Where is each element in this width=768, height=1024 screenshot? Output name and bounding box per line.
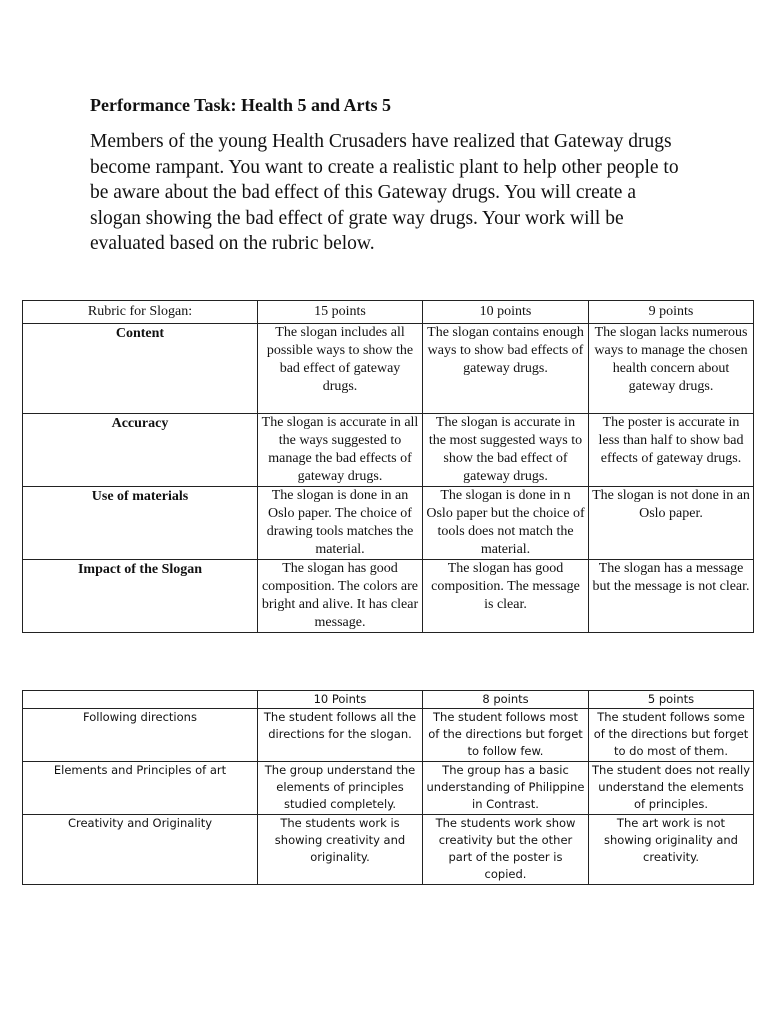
rubric-cell: The poster is accurate in less than half to show bad effects of gateway drugs. xyxy=(589,414,754,487)
rubric-cell: The students work show creativity but the other part of the poster is copied. xyxy=(423,815,589,885)
table-row xyxy=(23,709,754,762)
header-cell-8-points: 8 points xyxy=(423,691,589,709)
header-cell-10-points: 10 Points xyxy=(258,691,423,709)
criterion-cell: Impact of the Slogan xyxy=(23,560,258,633)
rubric-cell: The slogan is accurate in the most suggested ways to show the bad effect of gateway drugs. xyxy=(423,414,589,487)
rubric-cell: The art work is not showing originality and creativity. xyxy=(589,815,754,885)
rubric-cell: The group understand the elements of principles studied completely. xyxy=(258,762,423,815)
rubric-cell: The student follows all the directions for the slogan. xyxy=(258,709,423,762)
rubric-cell: The slogan is accurate in all the ways suggested to manage the bad effects of gateway drugs. xyxy=(258,414,423,487)
criterion-cell: Content xyxy=(23,324,258,414)
criterion-cell: Accuracy xyxy=(23,414,258,487)
criterion-cell: Use of materials xyxy=(23,487,258,560)
rubric-cell: The slogan is not done in an Oslo paper. xyxy=(589,487,754,560)
table-row xyxy=(23,762,754,815)
table-row xyxy=(23,487,754,560)
task-intro-paragraph: Members of the young Health Crusaders have realized that Gateway drugs become rampant. You want to create a realistic plant to help other people to be aware about the bad effect of this Gateway drugs. You will create a slogan showing the bad effect of grate way drugs. Your work will be evaluated based on the rubric below. xyxy=(90,131,679,255)
criterion-cell: Following directions xyxy=(23,709,258,762)
rubric-cell: The student follows some of the directions but forget to do most of them. xyxy=(589,709,754,762)
rubric-cell: The slogan has a message but the message is not clear. xyxy=(589,560,754,633)
criterion-cell: Elements and Principles of art xyxy=(23,762,258,815)
table-row xyxy=(23,324,754,414)
header-cell-5-points: 5 points xyxy=(589,691,754,709)
rubric-cell: The slogan is done in an Oslo paper. The choice of drawing tools matches the material. xyxy=(258,487,423,560)
rubric-cell: The slogan has good composition. The message is clear. xyxy=(423,560,589,633)
art-rubric-table xyxy=(22,690,754,885)
header-cell-10-points: 10 points xyxy=(423,301,589,324)
rubric-cell: The slogan has good composition. The colors are bright and alive. It has clear message. xyxy=(258,560,423,633)
header-cell-9-points: 9 points xyxy=(589,301,754,324)
table-row xyxy=(23,815,754,885)
rubric-cell: The slogan contains enough ways to show bad effects of gateway drugs. xyxy=(423,324,589,414)
header-cell-empty xyxy=(23,691,258,709)
rubric-cell: The group has a basic understanding of Philippine in Contrast. xyxy=(423,762,589,815)
task-heading: Performance Task: Health 5 and Arts 5 xyxy=(90,95,391,115)
header-cell-rubric-title: Rubric for Slogan: xyxy=(23,301,258,324)
art-rubric-header-row xyxy=(23,691,754,709)
slogan-rubric-table xyxy=(22,300,754,633)
rubric-cell: The slogan is done in n Oslo paper but the choice of tools does not match the material. xyxy=(423,487,589,560)
table-row xyxy=(23,414,754,487)
rubric-cell: The slogan lacks numerous ways to manage the chosen health concern about gateway drugs. xyxy=(589,324,754,414)
rubric-cell: The student follows most of the directions but forget to follow few. xyxy=(423,709,589,762)
table-row xyxy=(23,560,754,633)
criterion-cell: Creativity and Originality xyxy=(23,815,258,885)
header-cell-15-points: 15 points xyxy=(258,301,423,324)
rubric-cell: The student does not really understand the elements of principles. xyxy=(589,762,754,815)
rubric-cell: The students work is showing creativity and originality. xyxy=(258,815,423,885)
slogan-rubric-header-row xyxy=(23,301,754,324)
rubric-cell: The slogan includes all possible ways to show the bad effect of gateway drugs. xyxy=(258,324,423,414)
